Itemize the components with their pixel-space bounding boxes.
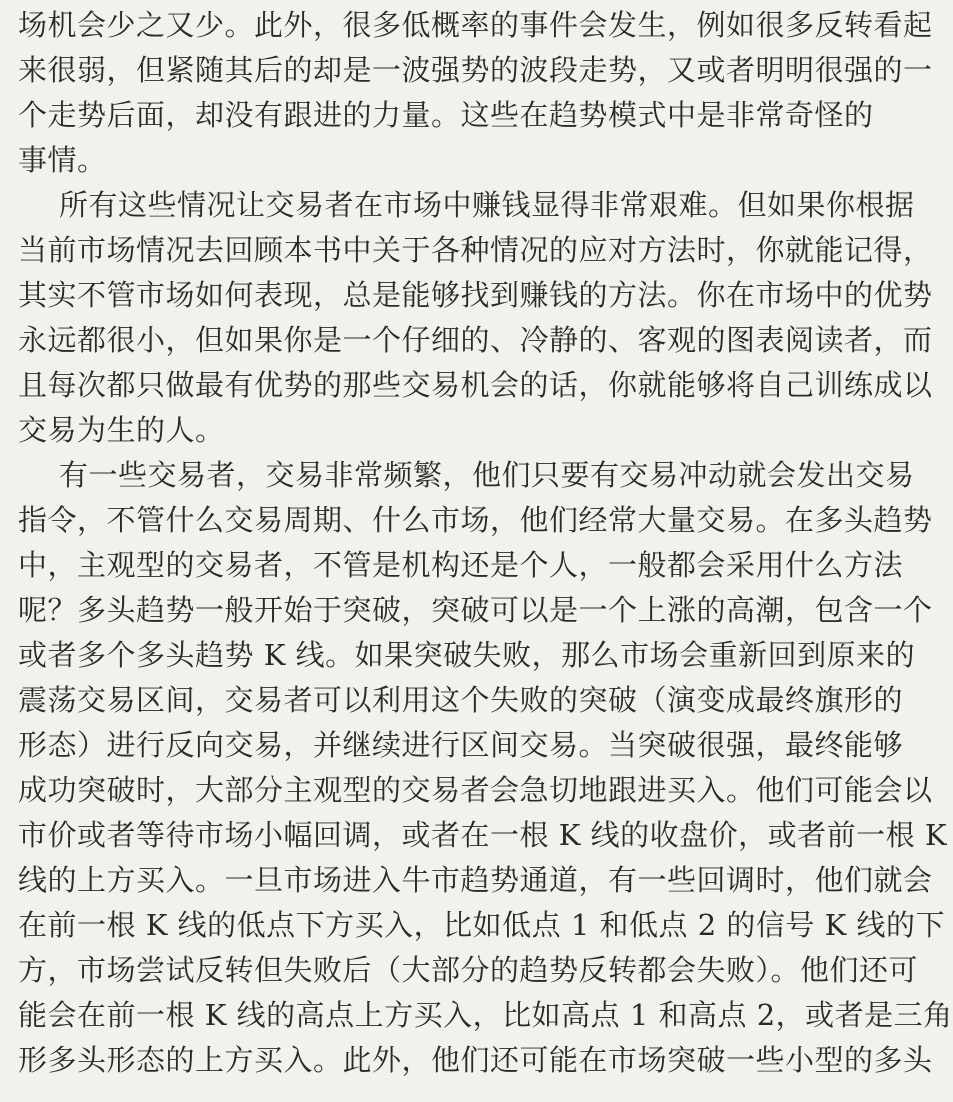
text-line: 当前市场情况去回顾本书中关于各种情况的应对方法时，你就能记得，: [18, 233, 933, 267]
text-line: 能会在前一根 K 线的高点上方买入，比如高点 1 和高点 2，或者是三角: [18, 998, 953, 1032]
text-line: 永远都很小，但如果你是一个仔细的、冷静的、客观的图表阅读者，而: [18, 323, 933, 357]
text-line: 个走势后面，却没有跟进的力量。这些在趋势模式中是非常奇怪的: [18, 98, 874, 132]
text-line: 来很弱，但紧随其后的却是一波强势的波段走势，又或者明明很强的一: [18, 53, 933, 87]
text-line: 事情。: [18, 143, 107, 177]
text-line: 交易为生的人。: [18, 413, 225, 447]
text-line: 市价或者等待市场小幅回调，或者在一根 K 线的收盘价，或者前一根 K: [18, 818, 947, 852]
text-line: 中，主观型的交易者，不管是机构还是个人，一般都会采用什么方法: [18, 548, 904, 582]
text-line: 所有这些情况让交易者在市场中赚钱显得非常艰难。但如果你根据: [59, 188, 915, 222]
text-line: 线的上方买入。一旦市场进入牛市趋势通道，有一些回调时，他们就会: [18, 863, 933, 897]
text-line: 指令，不管什么交易周期、什么市场，他们经常大量交易。在多头趋势: [18, 503, 933, 537]
text-line: 方，市场尝试反转但失败后（大部分的趋势反转都会失败）。他们还可: [18, 953, 919, 987]
text-line: 形态）进行反向交易，并继续进行区间交易。当突破很强，最终能够: [18, 728, 904, 762]
text-line: 在前一根 K 线的低点下方买入，比如低点 1 和低点 2 的信号 K 线的下: [18, 908, 945, 942]
text-line: 呢？多头趋势一般开始于突破，突破可以是一个上涨的高潮，包含一个: [18, 593, 933, 627]
text-line: 场机会少之又少。此外，很多低概率的事件会发生，例如很多反转看起: [18, 8, 933, 42]
text-line: 震荡交易区间，交易者可以利用这个失败的突破（演变成最终旗形的: [18, 683, 904, 717]
text-line: 且每次都只做最有优势的那些交易机会的话，你就能够将自己训练成以: [18, 368, 933, 402]
text-line: 有一些交易者，交易非常频繁，他们只要有交易冲动就会发出交易: [59, 458, 915, 492]
text-line: 形多头形态的上方买入。此外，他们还可能在市场突破一些小型的多头: [18, 1043, 933, 1077]
text-line: 成功突破时，大部分主观型的交易者会急切地跟进买入。他们可能会以: [18, 773, 933, 807]
text-line: 其实不管市场如何表现，总是能够找到赚钱的方法。你在市场中的优势: [18, 278, 933, 312]
text-line: 或者多个多头趋势 K 线。如果突破失败，那么市场会重新回到原来的: [18, 638, 916, 672]
